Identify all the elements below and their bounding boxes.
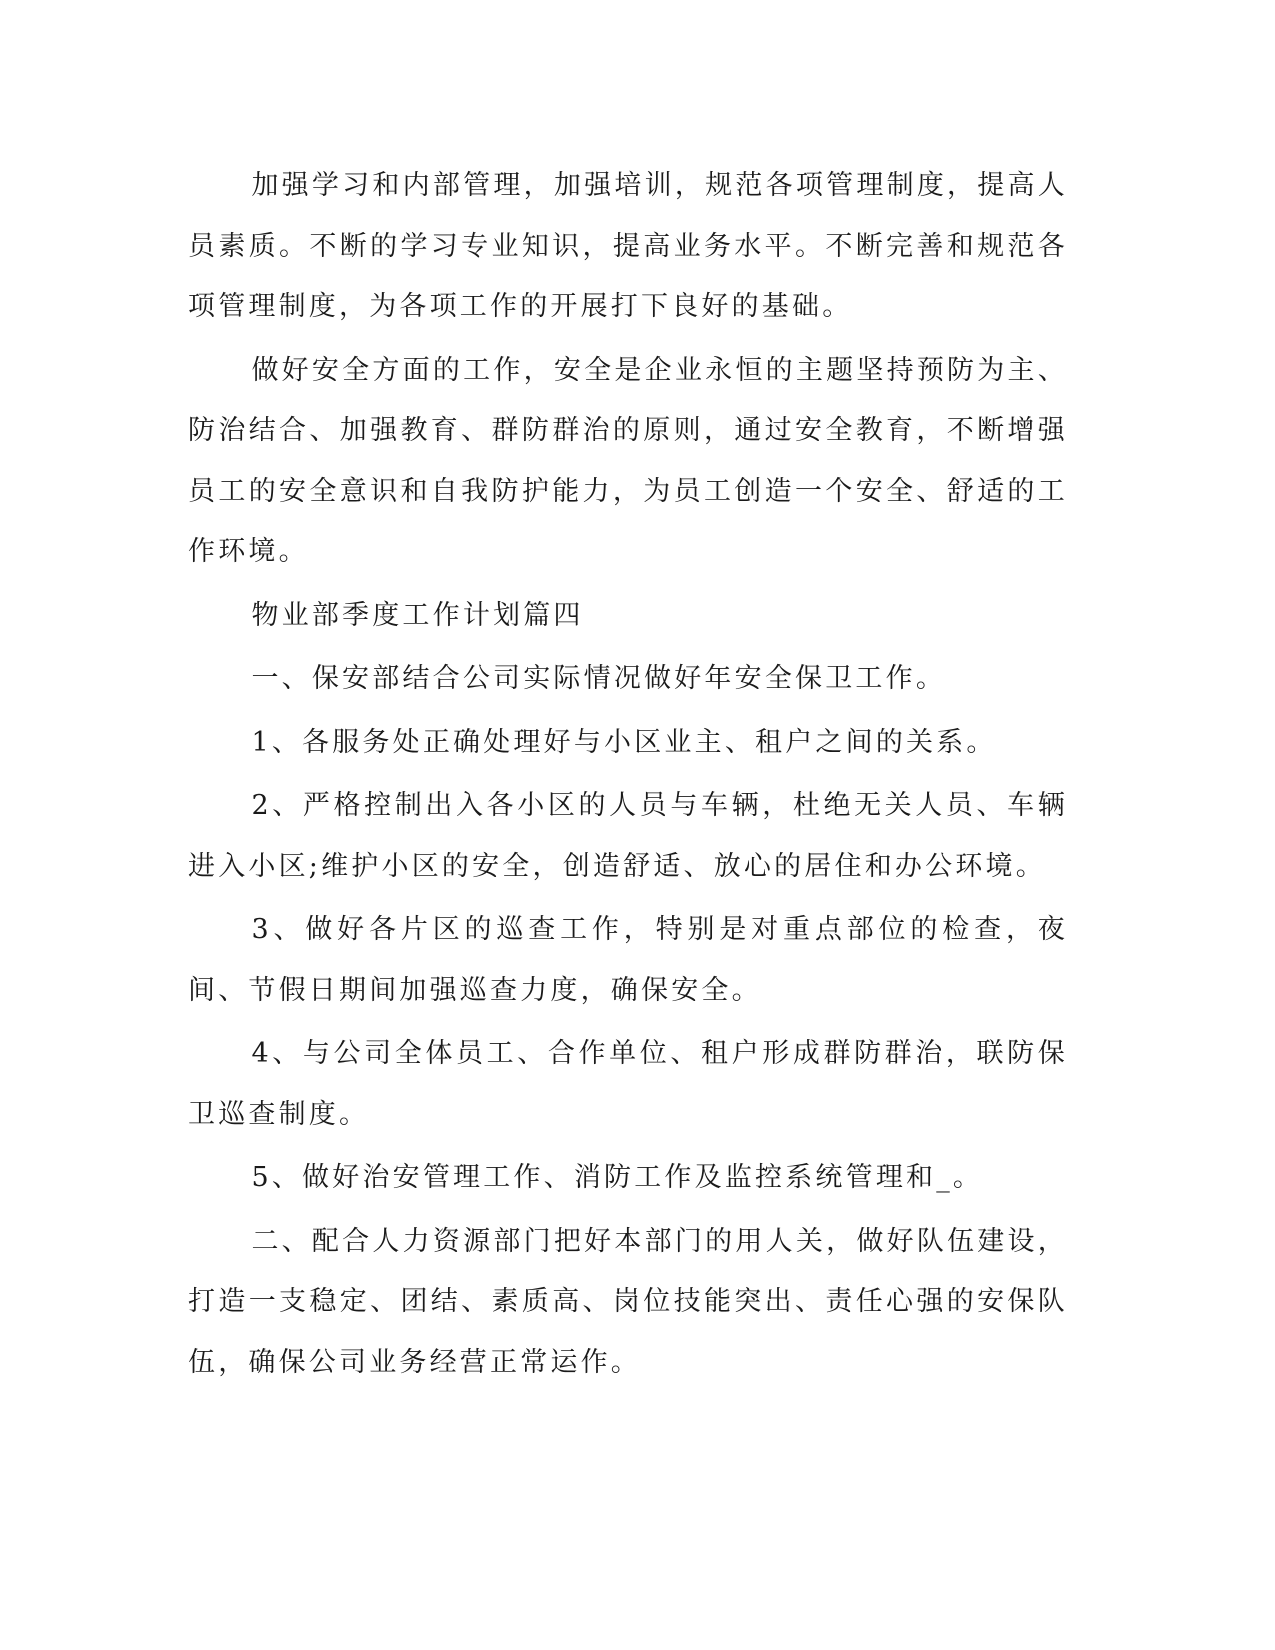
list-item-3: 3、做好各片区的巡查工作，特别是对重点部位的检查，夜间、节假日期间加强巡查力度，确保安全。 (188, 914, 1068, 1006)
paragraph-security-dept: 一、保安部结合公司实际情况做好年安全保卫工作。 (251, 663, 947, 694)
document-body (188, 156, 1068, 1396)
list-item-2: 2、严格控制出入各小区的人员与车辆，杜绝无关人员、车辆进入小区;维护小区的安全，创造舒适、放心的居住和办公环境。 (188, 790, 1068, 882)
list-item-4: 4、与公司全体员工、合作单位、租户形成群防群治，联防保卫巡查制度。 (188, 1038, 1068, 1130)
paragraph-hr-cooperation: 二、配合人力资源部门把好本部门的用人关，做好队伍建设，打造一支稳定、团结、素质高、岗位技能突出、责任心强的安保队伍，确保公司业务经营正常运作。 (188, 1225, 1068, 1378)
list-item-1: 1、各服务处正确处理好与小区业主、租户之间的关系。 (251, 726, 997, 758)
list-item-5: 5、做好治安管理工作、消防工作及监控系统管理和_。 (251, 1162, 984, 1193)
paragraph-safety-work: 做好安全方面的工作，安全是企业永恒的主题坚持预防为主、防治结合、加强教育、群防群治的原则，通过安全教育，不断增强员工的安全意识和自我防护能力，为员工创造一个安全、舒适的工作环境。 (188, 354, 1068, 567)
section-heading: 物业部季度工作计划篇四 (251, 599, 584, 631)
paragraph-study-management: 加强学习和内部管理，加强培训，规范各项管理制度，提高人员素质。不断的学习专业知识，提高业务水平。不断完善和规范各项管理制度，为各项工作的开展打下良好的基础。 (188, 170, 1068, 322)
